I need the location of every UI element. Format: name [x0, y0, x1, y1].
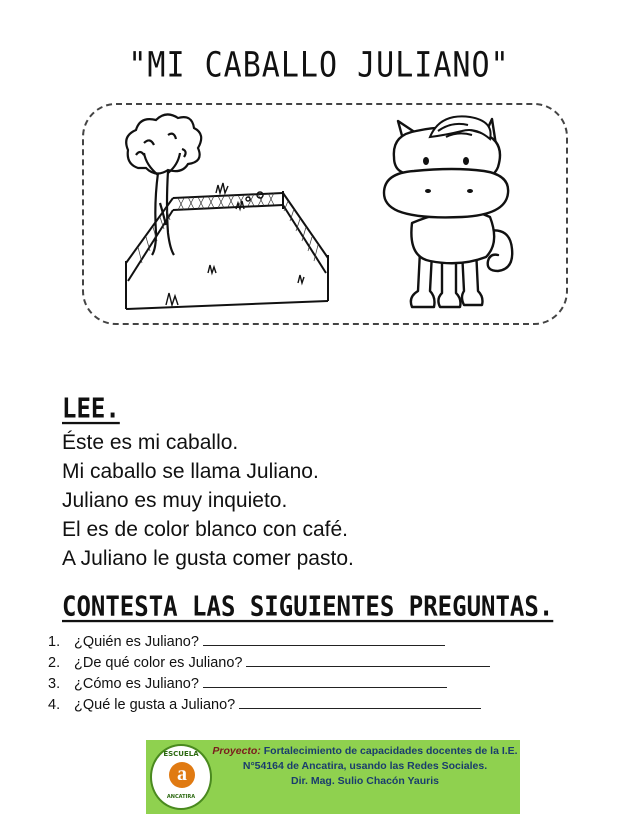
- question-item: [48, 653, 490, 674]
- question-number: 3.: [48, 676, 61, 692]
- read-section-heading: LEE.: [62, 392, 120, 425]
- answer-line[interactable]: [246, 654, 490, 667]
- answer-line[interactable]: [203, 675, 447, 688]
- logo-bottom-text: ANCATIRA: [166, 794, 196, 800]
- logo-top-text: ESCUELA: [163, 750, 199, 758]
- question-number: 2.: [48, 655, 61, 671]
- answer-line[interactable]: [239, 696, 481, 709]
- passage-line: Juliano es muy inquieto.: [62, 489, 288, 512]
- project-banner: [146, 740, 520, 814]
- illustration-frame: [82, 103, 568, 325]
- question-item: [48, 695, 490, 716]
- banner-line-1-text: Fortalecimiento de capacidades docentes de la I.E.: [263, 745, 518, 757]
- passage-line: Mi caballo se llama Juliano.: [62, 460, 319, 483]
- banner-line-2: N°54164 de Ancatira, usando las Redes Sociales.: [242, 760, 488, 772]
- project-description: [212, 744, 518, 789]
- worksheet-title: "MI CABALLO JULIANO": [128, 45, 510, 86]
- question-text: ¿Qué le gusta a Juliano?: [74, 697, 236, 713]
- question-list: [48, 632, 490, 716]
- logo-letter: a: [169, 762, 195, 788]
- passage-line: El es de color blanco con café.: [62, 518, 349, 541]
- question-number: 1.: [48, 634, 61, 650]
- question-item: [48, 632, 490, 653]
- project-label: Proyecto:: [212, 745, 261, 757]
- question-item: [48, 674, 490, 695]
- questions-section-heading: CONTESTA LAS SIGUIENTES PREGUNTAS.: [62, 590, 554, 623]
- question-text: ¿De qué color es Juliano?: [74, 655, 243, 671]
- question-text: ¿Cómo es Juliano?: [74, 676, 199, 692]
- reading-passage: [62, 428, 354, 573]
- answer-line[interactable]: [203, 633, 445, 646]
- passage-line: Éste es mi caballo.: [62, 431, 239, 454]
- pasture-illustration: [98, 113, 338, 313]
- passage-line: A Juliano le gusta comer pasto.: [62, 547, 354, 570]
- horse-illustration: [370, 111, 540, 317]
- school-logo: [150, 744, 212, 810]
- banner-line-1: [212, 744, 518, 759]
- question-text: ¿Quién es Juliano?: [74, 634, 199, 650]
- banner-line-3: Dir. Mag. Sulio Chacón Yauris: [290, 775, 439, 787]
- question-number: 4.: [48, 697, 61, 713]
